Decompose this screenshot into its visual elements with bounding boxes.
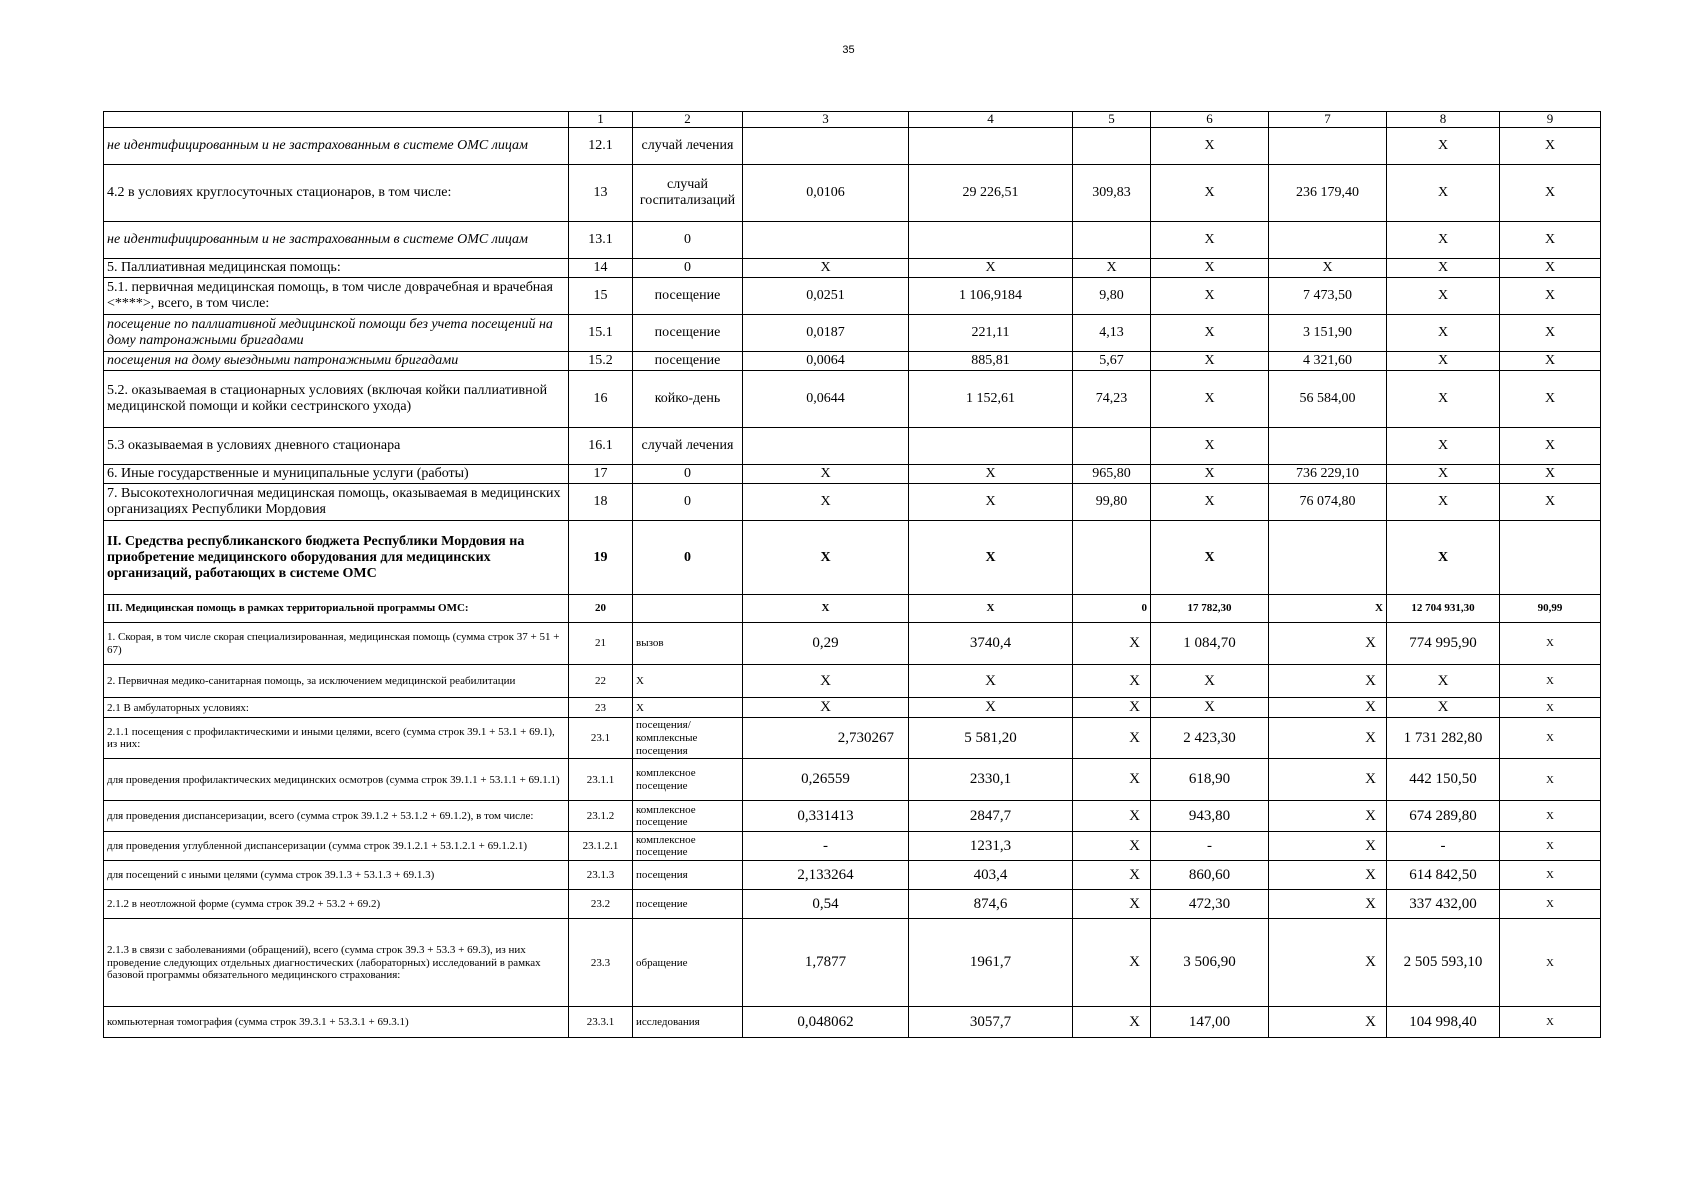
header-cell: 7 bbox=[1269, 112, 1387, 128]
table-cell bbox=[1073, 127, 1151, 164]
table-cell: X bbox=[1269, 759, 1387, 801]
table-cell: 1 106,9184 bbox=[909, 278, 1073, 315]
table-cell: 3740,4 bbox=[909, 623, 1073, 665]
table-cell: 1231,3 bbox=[909, 832, 1073, 861]
table-cell: 16.1 bbox=[569, 428, 633, 465]
table-cell bbox=[743, 127, 909, 164]
table-cell: X bbox=[1500, 352, 1601, 371]
table-cell: 5,67 bbox=[1073, 352, 1151, 371]
table-cell bbox=[1269, 428, 1387, 465]
header-cell: 3 bbox=[743, 112, 909, 128]
table-cell: 23.1 bbox=[569, 718, 633, 759]
table-cell: 56 584,00 bbox=[1269, 371, 1387, 428]
table-cell: 965,80 bbox=[1073, 465, 1151, 484]
table-cell: 99,80 bbox=[1073, 484, 1151, 521]
table-cell: 736 229,10 bbox=[1269, 465, 1387, 484]
table-cell: обращение bbox=[633, 919, 743, 1007]
table-cell: X bbox=[909, 521, 1073, 595]
table-cell: X bbox=[1073, 890, 1151, 919]
table-cell: X bbox=[1500, 1007, 1601, 1038]
table-cell: X bbox=[909, 484, 1073, 521]
table-cell: 1,7877 bbox=[743, 919, 909, 1007]
table-cell: X bbox=[1151, 258, 1269, 277]
table-cell: X bbox=[1151, 221, 1269, 258]
table-cell: 309,83 bbox=[1073, 164, 1151, 221]
table-cell: 23.1.2.1 bbox=[569, 832, 633, 861]
table-cell: X bbox=[1269, 623, 1387, 665]
table-cell: 4 321,60 bbox=[1269, 352, 1387, 371]
table-cell: 147,00 bbox=[1151, 1007, 1269, 1038]
table-cell: X bbox=[1151, 521, 1269, 595]
header-cell: 4 bbox=[909, 112, 1073, 128]
table-cell: 860,60 bbox=[1151, 861, 1269, 890]
data-table bbox=[103, 111, 1601, 1038]
table-cell: 0,26559 bbox=[743, 759, 909, 801]
table-cell: X bbox=[1387, 371, 1500, 428]
table-cell: X bbox=[1500, 278, 1601, 315]
table-cell: X bbox=[1269, 890, 1387, 919]
row-label: 2.1.1 посещения с профилактическими и иными целями, всего (сумма строк 39.1 + 53.1 + 69.1), из них: bbox=[104, 718, 569, 759]
header-cell: 6 bbox=[1151, 112, 1269, 128]
table-cell: X bbox=[1073, 801, 1151, 832]
table-cell: X bbox=[1073, 919, 1151, 1007]
table-cell: X bbox=[1387, 698, 1500, 718]
table-cell: X bbox=[1073, 1007, 1151, 1038]
table-cell: 618,90 bbox=[1151, 759, 1269, 801]
table-cell: X bbox=[1073, 718, 1151, 759]
table-cell: X bbox=[1387, 465, 1500, 484]
table-cell: X bbox=[1151, 278, 1269, 315]
table-cell: X bbox=[1269, 665, 1387, 698]
table-cell: 2,133264 bbox=[743, 861, 909, 890]
row-label: 1. Скорая, в том числе скорая специализированная, медицинская помощь (сумма строк 37 + 51 + 67) bbox=[104, 623, 569, 665]
table-cell: X bbox=[1269, 919, 1387, 1007]
table-cell: X bbox=[1500, 164, 1601, 221]
table-cell bbox=[1269, 127, 1387, 164]
table-cell: X bbox=[1073, 832, 1151, 861]
header-cell: 9 bbox=[1500, 112, 1601, 128]
table-cell: 943,80 bbox=[1151, 801, 1269, 832]
row-label: 2. Первичная медико-санитарная помощь, за исключением медицинской реабилитации bbox=[104, 665, 569, 698]
table-cell: комплексное посещение bbox=[633, 801, 743, 832]
table-cell: 0 bbox=[633, 465, 743, 484]
table-row bbox=[104, 595, 1601, 623]
row-label: 2.1.3 в связи с заболеваниями (обращений), всего (сумма строк 39.3 + 53.3 + 69.3), из них проведение следующих отдельных диагностических (лабораторных) исследований в рамках базовой программы обязательного медицинского страхования: bbox=[104, 919, 569, 1007]
table-cell: X bbox=[1500, 801, 1601, 832]
table-cell: X bbox=[1269, 801, 1387, 832]
table-cell: X bbox=[1500, 861, 1601, 890]
table-cell: X bbox=[1151, 698, 1269, 718]
table-cell: посещения bbox=[633, 861, 743, 890]
table-cell: исследования bbox=[633, 1007, 743, 1038]
table-cell: X bbox=[1500, 890, 1601, 919]
table-row bbox=[104, 278, 1601, 315]
table-cell bbox=[909, 221, 1073, 258]
row-label: 2.1 В амбулаторных условиях: bbox=[104, 698, 569, 718]
table-cell: X bbox=[743, 521, 909, 595]
table-cell: X bbox=[909, 258, 1073, 277]
table-cell bbox=[1500, 521, 1601, 595]
row-label: для проведения профилактических медицинских осмотров (сумма строк 39.1.1 + 53.1.1 + 69.1.1) bbox=[104, 759, 569, 801]
table-cell: посещение bbox=[633, 890, 743, 919]
table-cell: 0,0251 bbox=[743, 278, 909, 315]
table-row bbox=[104, 315, 1601, 352]
header-cell-blank bbox=[104, 112, 569, 128]
table-cell: 4,13 bbox=[1073, 315, 1151, 352]
table-cell bbox=[1073, 428, 1151, 465]
table-cell: X bbox=[1500, 465, 1601, 484]
row-label: 5.3 оказываемая в условиях дневного стационара bbox=[104, 428, 569, 465]
table-cell: 614 842,50 bbox=[1387, 861, 1500, 890]
row-label: посещение по паллиативной медицинской помощи без учета посещений на дому патронажными бригадами bbox=[104, 315, 569, 352]
table-cell: X bbox=[1500, 371, 1601, 428]
table-row bbox=[104, 665, 1601, 698]
table-cell: X bbox=[743, 595, 909, 623]
table-cell: X bbox=[1073, 759, 1151, 801]
table-cell: X bbox=[909, 595, 1073, 623]
table-cell bbox=[909, 428, 1073, 465]
table-cell: X bbox=[1387, 315, 1500, 352]
table-cell: X bbox=[1073, 861, 1151, 890]
row-label: 4.2 в условиях круглосуточных стационаров, в том числе: bbox=[104, 164, 569, 221]
row-label: компьютерная томография (сумма строк 39.3.1 + 53.3.1 + 69.3.1) bbox=[104, 1007, 569, 1038]
table-cell: X bbox=[1500, 832, 1601, 861]
table-cell: 2 423,30 bbox=[1151, 718, 1269, 759]
table-row bbox=[104, 428, 1601, 465]
row-label: для посещений с иными целями (сумма строк 39.1.3 + 53.1.3 + 69.1.3) bbox=[104, 861, 569, 890]
table-row bbox=[104, 623, 1601, 665]
table-cell: X bbox=[1500, 718, 1601, 759]
table-cell: X bbox=[1387, 127, 1500, 164]
table-cell: 22 bbox=[569, 665, 633, 698]
table-cell: X bbox=[743, 465, 909, 484]
table-cell: 2330,1 bbox=[909, 759, 1073, 801]
table-cell: 23.3.1 bbox=[569, 1007, 633, 1038]
table-cell: X bbox=[1387, 521, 1500, 595]
table-cell: X bbox=[1500, 221, 1601, 258]
table-cell: X bbox=[1387, 484, 1500, 521]
table-row bbox=[104, 698, 1601, 718]
table-cell: 2 505 593,10 bbox=[1387, 919, 1500, 1007]
table-cell: X bbox=[1073, 665, 1151, 698]
table-cell: 874,6 bbox=[909, 890, 1073, 919]
table-cell: 236 179,40 bbox=[1269, 164, 1387, 221]
table-cell: 23.1.2 bbox=[569, 801, 633, 832]
table-cell: X bbox=[1269, 1007, 1387, 1038]
table-cell: X bbox=[1073, 258, 1151, 277]
table-cell: X bbox=[1500, 623, 1601, 665]
table-cell: 337 432,00 bbox=[1387, 890, 1500, 919]
table-cell: 23.3 bbox=[569, 919, 633, 1007]
table-cell: X bbox=[1269, 861, 1387, 890]
row-label: посещения на дому выездными патронажными бригадами bbox=[104, 352, 569, 371]
table-cell: 12 704 931,30 bbox=[1387, 595, 1500, 623]
table-cell: X bbox=[1500, 428, 1601, 465]
table-cell: X bbox=[743, 258, 909, 277]
table-cell: X bbox=[743, 484, 909, 521]
table-cell: X bbox=[633, 665, 743, 698]
table-cell: 74,23 bbox=[1073, 371, 1151, 428]
table-cell: - bbox=[1387, 832, 1500, 861]
table-row bbox=[104, 890, 1601, 919]
table-row bbox=[104, 521, 1601, 595]
table-cell: 13.1 bbox=[569, 221, 633, 258]
table-cell: 3057,7 bbox=[909, 1007, 1073, 1038]
table-cell: 0,331413 bbox=[743, 801, 909, 832]
table-cell: 76 074,80 bbox=[1269, 484, 1387, 521]
table-cell: X bbox=[1387, 665, 1500, 698]
table-cell: X bbox=[909, 465, 1073, 484]
table-cell: X bbox=[1151, 371, 1269, 428]
table-cell: 90,99 bbox=[1500, 595, 1601, 623]
table-cell: X bbox=[1073, 623, 1151, 665]
table-cell: X bbox=[1387, 352, 1500, 371]
table-row bbox=[104, 759, 1601, 801]
row-label: 6. Иные государственные и муниципальные услуги (работы) bbox=[104, 465, 569, 484]
table-cell: 403,4 bbox=[909, 861, 1073, 890]
table-cell: 23 bbox=[569, 698, 633, 718]
table-cell: 12.1 bbox=[569, 127, 633, 164]
table-cell: X bbox=[1151, 127, 1269, 164]
row-label: 5. Паллиативная медицинская помощь: bbox=[104, 258, 569, 277]
table-cell: 1 152,61 bbox=[909, 371, 1073, 428]
table-cell: 14 bbox=[569, 258, 633, 277]
table-cell: 674 289,80 bbox=[1387, 801, 1500, 832]
table-cell: 17 bbox=[569, 465, 633, 484]
row-label: 2.1.2 в неотложной форме (сумма строк 39.2 + 53.2 + 69.2) bbox=[104, 890, 569, 919]
table-cell: 18 bbox=[569, 484, 633, 521]
table-cell: X bbox=[1269, 595, 1387, 623]
table-cell bbox=[1269, 521, 1387, 595]
header-row bbox=[104, 112, 1601, 128]
table-cell: X bbox=[1073, 698, 1151, 718]
table-cell: 16 bbox=[569, 371, 633, 428]
table-cell: посещения/комплексные посещения bbox=[633, 718, 743, 759]
table-cell: 17 782,30 bbox=[1151, 595, 1269, 623]
row-label: не идентифицированным и не застрахованным в системе ОМС лицам bbox=[104, 221, 569, 258]
table-cell: 1961,7 bbox=[909, 919, 1073, 1007]
table-cell: 0,0064 bbox=[743, 352, 909, 371]
table-cell: X bbox=[1269, 718, 1387, 759]
table-cell: 0 bbox=[633, 221, 743, 258]
table-row bbox=[104, 801, 1601, 832]
table-cell: 23.2 bbox=[569, 890, 633, 919]
table-cell: 29 226,51 bbox=[909, 164, 1073, 221]
table-cell: 3 506,90 bbox=[1151, 919, 1269, 1007]
table-cell: 19 bbox=[569, 521, 633, 595]
table-cell bbox=[1269, 221, 1387, 258]
header-cell: 8 bbox=[1387, 112, 1500, 128]
table-cell: 0,54 bbox=[743, 890, 909, 919]
table-cell: 774 995,90 bbox=[1387, 623, 1500, 665]
table-cell: X bbox=[1500, 258, 1601, 277]
table-cell: 5 581,20 bbox=[909, 718, 1073, 759]
table-cell: койко-день bbox=[633, 371, 743, 428]
table-cell: 0,0644 bbox=[743, 371, 909, 428]
table-cell: X bbox=[1387, 428, 1500, 465]
table-cell: 2,730267 bbox=[743, 718, 909, 759]
table-cell bbox=[1073, 521, 1151, 595]
table-cell: случай лечения bbox=[633, 127, 743, 164]
table-cell: X bbox=[1151, 465, 1269, 484]
table-cell bbox=[743, 428, 909, 465]
page-number: 35 bbox=[842, 44, 855, 56]
row-label: II. Средства республиканского бюджета Республики Мордовия на приобретение медицинского оборудования для медицинских организаций, работающих в системе ОМС bbox=[104, 521, 569, 595]
table-cell: 21 bbox=[569, 623, 633, 665]
table-row bbox=[104, 718, 1601, 759]
table-row bbox=[104, 919, 1601, 1007]
table-cell bbox=[909, 127, 1073, 164]
table-cell: 0 bbox=[633, 258, 743, 277]
table-cell: X bbox=[743, 698, 909, 718]
table-cell: посещение bbox=[633, 315, 743, 352]
table-cell: 0 bbox=[1073, 595, 1151, 623]
table-cell: X bbox=[1500, 919, 1601, 1007]
table-cell: - bbox=[1151, 832, 1269, 861]
row-label: III. Медицинская помощь в рамках территориальной программы ОМС: bbox=[104, 595, 569, 623]
table-cell: X bbox=[1387, 221, 1500, 258]
table-cell: X bbox=[633, 698, 743, 718]
table-cell: 472,30 bbox=[1151, 890, 1269, 919]
table-cell: 0,0187 bbox=[743, 315, 909, 352]
table-cell: 885,81 bbox=[909, 352, 1073, 371]
table-cell: 1 084,70 bbox=[1151, 623, 1269, 665]
row-label: 7. Высокотехнологичная медицинская помощь, оказываемая в медицинских организациях Республики Мордовия bbox=[104, 484, 569, 521]
table-cell: 7 473,50 bbox=[1269, 278, 1387, 315]
table-cell: X bbox=[1269, 832, 1387, 861]
header-cell: 5 bbox=[1073, 112, 1151, 128]
table-cell: 2847,7 bbox=[909, 801, 1073, 832]
table-cell bbox=[1073, 221, 1151, 258]
table-row bbox=[104, 832, 1601, 861]
row-label: 5.1. первичная медицинская помощь, в том числе доврачебная и врачебная <****>, всего, в том числе: bbox=[104, 278, 569, 315]
table-cell: X bbox=[1500, 665, 1601, 698]
table-cell: - bbox=[743, 832, 909, 861]
table-cell bbox=[633, 595, 743, 623]
table-row bbox=[104, 127, 1601, 164]
table-cell: случай лечения bbox=[633, 428, 743, 465]
row-label: для проведения диспансеризации, всего (сумма строк 39.1.2 + 53.1.2 + 69.1.2), в том числе: bbox=[104, 801, 569, 832]
header-cell: 1 bbox=[569, 112, 633, 128]
table-cell: 0 bbox=[633, 484, 743, 521]
table-row bbox=[104, 1007, 1601, 1038]
table-cell: 0,048062 bbox=[743, 1007, 909, 1038]
table-cell: комплексное посещение bbox=[633, 759, 743, 801]
table-cell: X bbox=[1387, 164, 1500, 221]
table-cell: 20 bbox=[569, 595, 633, 623]
table-cell: X bbox=[1151, 484, 1269, 521]
table-cell: 23.1.1 bbox=[569, 759, 633, 801]
table-cell: X bbox=[1151, 352, 1269, 371]
row-label: 5.2. оказываемая в стационарных условиях (включая койки паллиативной медицинской помощи и койки сестринского ухода) bbox=[104, 371, 569, 428]
table-cell: 1 731 282,80 bbox=[1387, 718, 1500, 759]
table-cell: X bbox=[1500, 315, 1601, 352]
table-cell: X bbox=[1151, 164, 1269, 221]
table-cell: X bbox=[1151, 315, 1269, 352]
table-cell bbox=[743, 221, 909, 258]
table-cell: 0,0106 bbox=[743, 164, 909, 221]
table-cell: 9,80 bbox=[1073, 278, 1151, 315]
table-row bbox=[104, 465, 1601, 484]
table-cell: X bbox=[743, 665, 909, 698]
table-cell: X bbox=[909, 665, 1073, 698]
table-cell: 0 bbox=[633, 521, 743, 595]
table-cell: посещение bbox=[633, 352, 743, 371]
table-row bbox=[104, 371, 1601, 428]
table-cell: посещение bbox=[633, 278, 743, 315]
table-cell: 15 bbox=[569, 278, 633, 315]
table-row bbox=[104, 221, 1601, 258]
table-cell: вызов bbox=[633, 623, 743, 665]
table-cell: 13 bbox=[569, 164, 633, 221]
table-cell: X bbox=[1269, 698, 1387, 718]
table-cell: комплексное посещение bbox=[633, 832, 743, 861]
table-cell: 3 151,90 bbox=[1269, 315, 1387, 352]
table-cell: случай госпитализаций bbox=[633, 164, 743, 221]
table-cell: X bbox=[1500, 759, 1601, 801]
table-cell: X bbox=[1151, 665, 1269, 698]
table-cell: 0,29 bbox=[743, 623, 909, 665]
table-cell: X bbox=[1500, 484, 1601, 521]
table-cell: X bbox=[909, 698, 1073, 718]
table-row bbox=[104, 352, 1601, 371]
table-cell: X bbox=[1500, 698, 1601, 718]
table-cell: X bbox=[1500, 127, 1601, 164]
table-cell: 442 150,50 bbox=[1387, 759, 1500, 801]
table-cell: X bbox=[1269, 258, 1387, 277]
row-label: для проведения углубленной диспансеризации (сумма строк 39.1.2.1 + 53.1.2.1 + 69.1.2.1) bbox=[104, 832, 569, 861]
table-cell: X bbox=[1387, 258, 1500, 277]
header-cell: 2 bbox=[633, 112, 743, 128]
row-label: не идентифицированным и не застрахованным в системе ОМС лицам bbox=[104, 127, 569, 164]
table-cell: 23.1.3 bbox=[569, 861, 633, 890]
table-row bbox=[104, 164, 1601, 221]
table-row bbox=[104, 258, 1601, 277]
table-cell: X bbox=[1151, 428, 1269, 465]
table-cell: X bbox=[1387, 278, 1500, 315]
table-row bbox=[104, 861, 1601, 890]
table-cell: 15.2 bbox=[569, 352, 633, 371]
table-cell: 104 998,40 bbox=[1387, 1007, 1500, 1038]
table-cell: 15.1 bbox=[569, 315, 633, 352]
table-row bbox=[104, 484, 1601, 521]
table-cell: 221,11 bbox=[909, 315, 1073, 352]
